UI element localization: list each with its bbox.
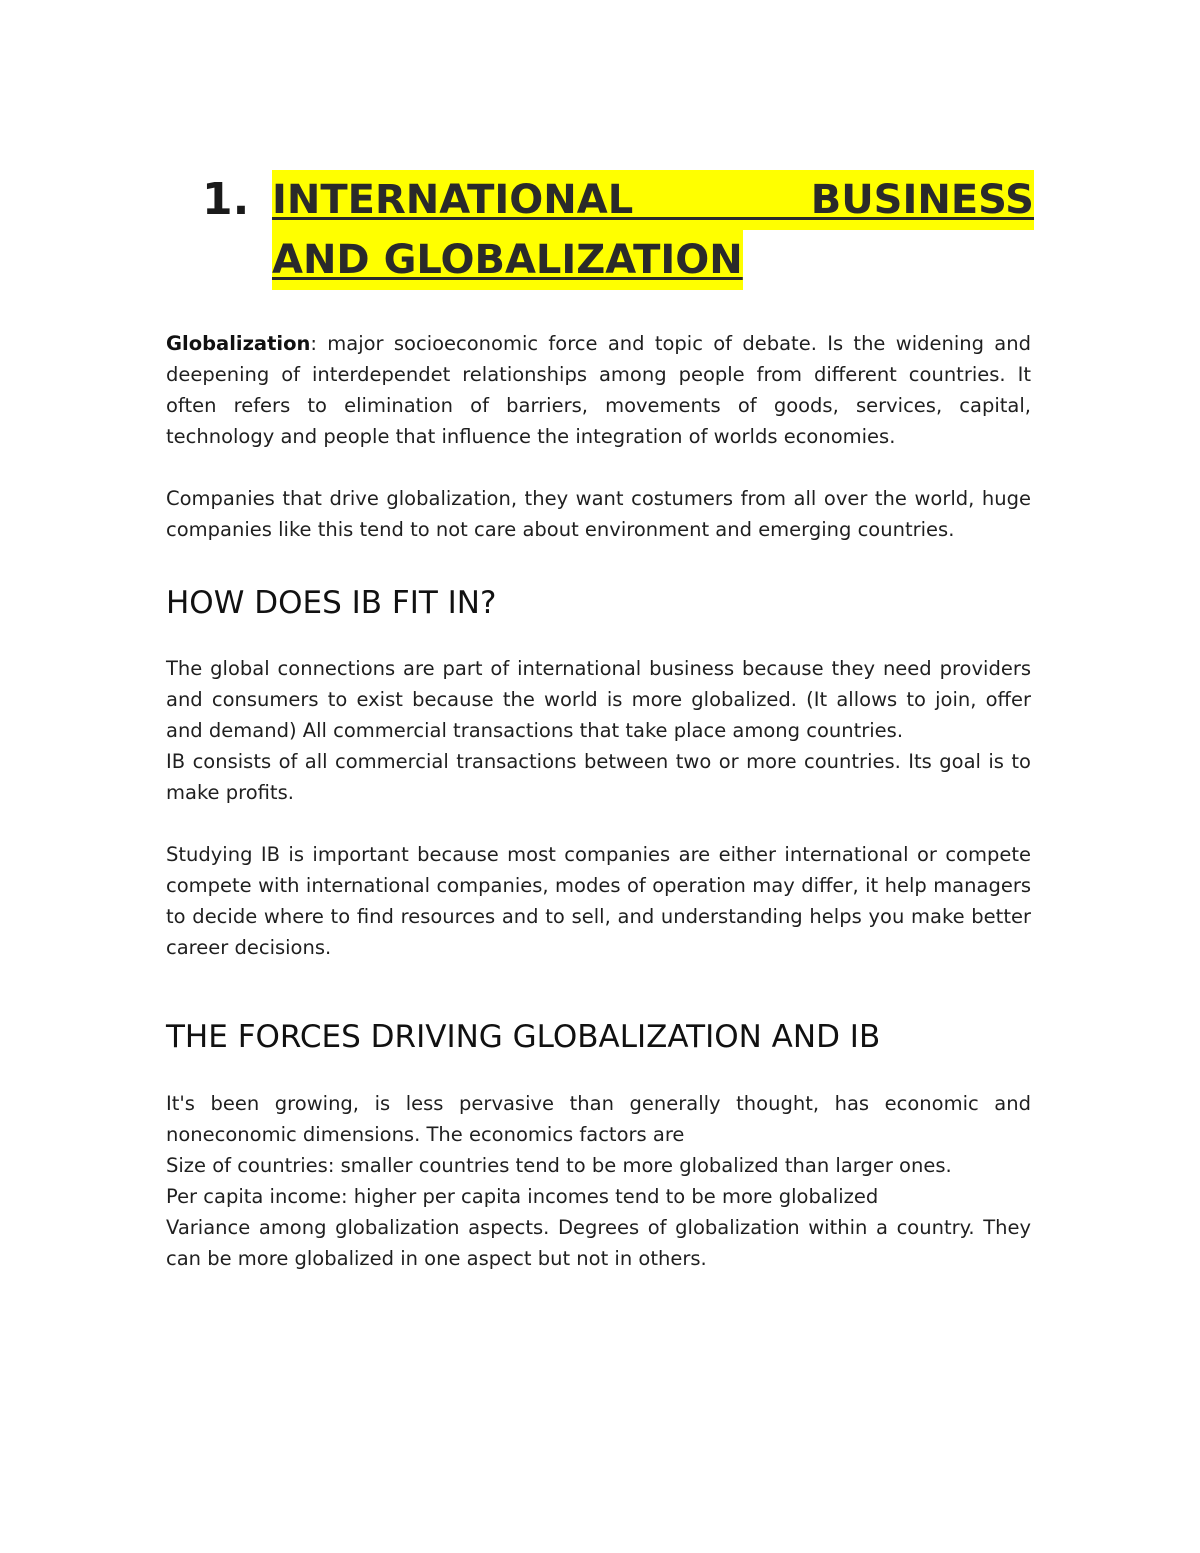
- document-body: [166, 328, 1031, 1274]
- title-line-2-text: AND GLOBALIZATION: [272, 230, 743, 290]
- title-number: 1.: [202, 174, 250, 225]
- companies-paragraph: Companies that drive globalization, they want costumers from all over the world, huge companies like this tend to not care about environment and emerging countries.: [166, 487, 1031, 541]
- forces-intro: It's been growing, is less pervasive than generally thought, has economic and noneconomic dimensions. The economics factors are: [166, 1092, 1031, 1146]
- section-heading-ib: HOW DOES IB FIT IN?: [166, 585, 497, 621]
- title-line-1: [272, 170, 1034, 230]
- section-heading-forces: THE FORCES DRIVING GLOBALIZATION AND IB: [166, 1019, 881, 1055]
- title-line-2: [272, 230, 1034, 290]
- forces-factor-size: Size of countries: smaller countries tend to be more globalized than larger ones.: [166, 1154, 952, 1177]
- ib-paragraph-3: Studying IB is important because most companies are either international or compete compete with international companies, modes of operation may differ, it help managers to decide where to find resources and to sell, and understanding helps you make better career decisions.: [166, 843, 1031, 959]
- document-title: [272, 170, 1034, 290]
- title-line-1-text: INTERNATIONAL BUSINESS: [272, 170, 1034, 230]
- forces-factor-variance: Variance among globalization aspects. Degrees of globalization within a country. They can be more globalized in one aspect but not in others.: [166, 1216, 1031, 1270]
- globalization-definition-paragraph: [166, 328, 1031, 452]
- globalization-term: Globalization: [166, 332, 311, 355]
- ib-paragraph-2: IB consists of all commercial transactions between two or more countries. Its goal is to make profits.: [166, 750, 1031, 804]
- globalization-definition: : major socioeconomic force and topic of debate. Is the widening and deepening of interdependet relationships among people from different countries. It often refers to elimination of barriers, movements of goods, services, capital, technology and people that influence the integration of worlds economies.: [166, 332, 1031, 448]
- forces-factor-income: Per capita income: higher per capita incomes tend to be more globalized: [166, 1185, 879, 1208]
- ib-paragraph-1: The global connections are part of international business because they need providers and consumers to exist because the world is more globalized. (It allows to join, offer and demand) All commercial transactions that take place among countries.: [166, 657, 1031, 742]
